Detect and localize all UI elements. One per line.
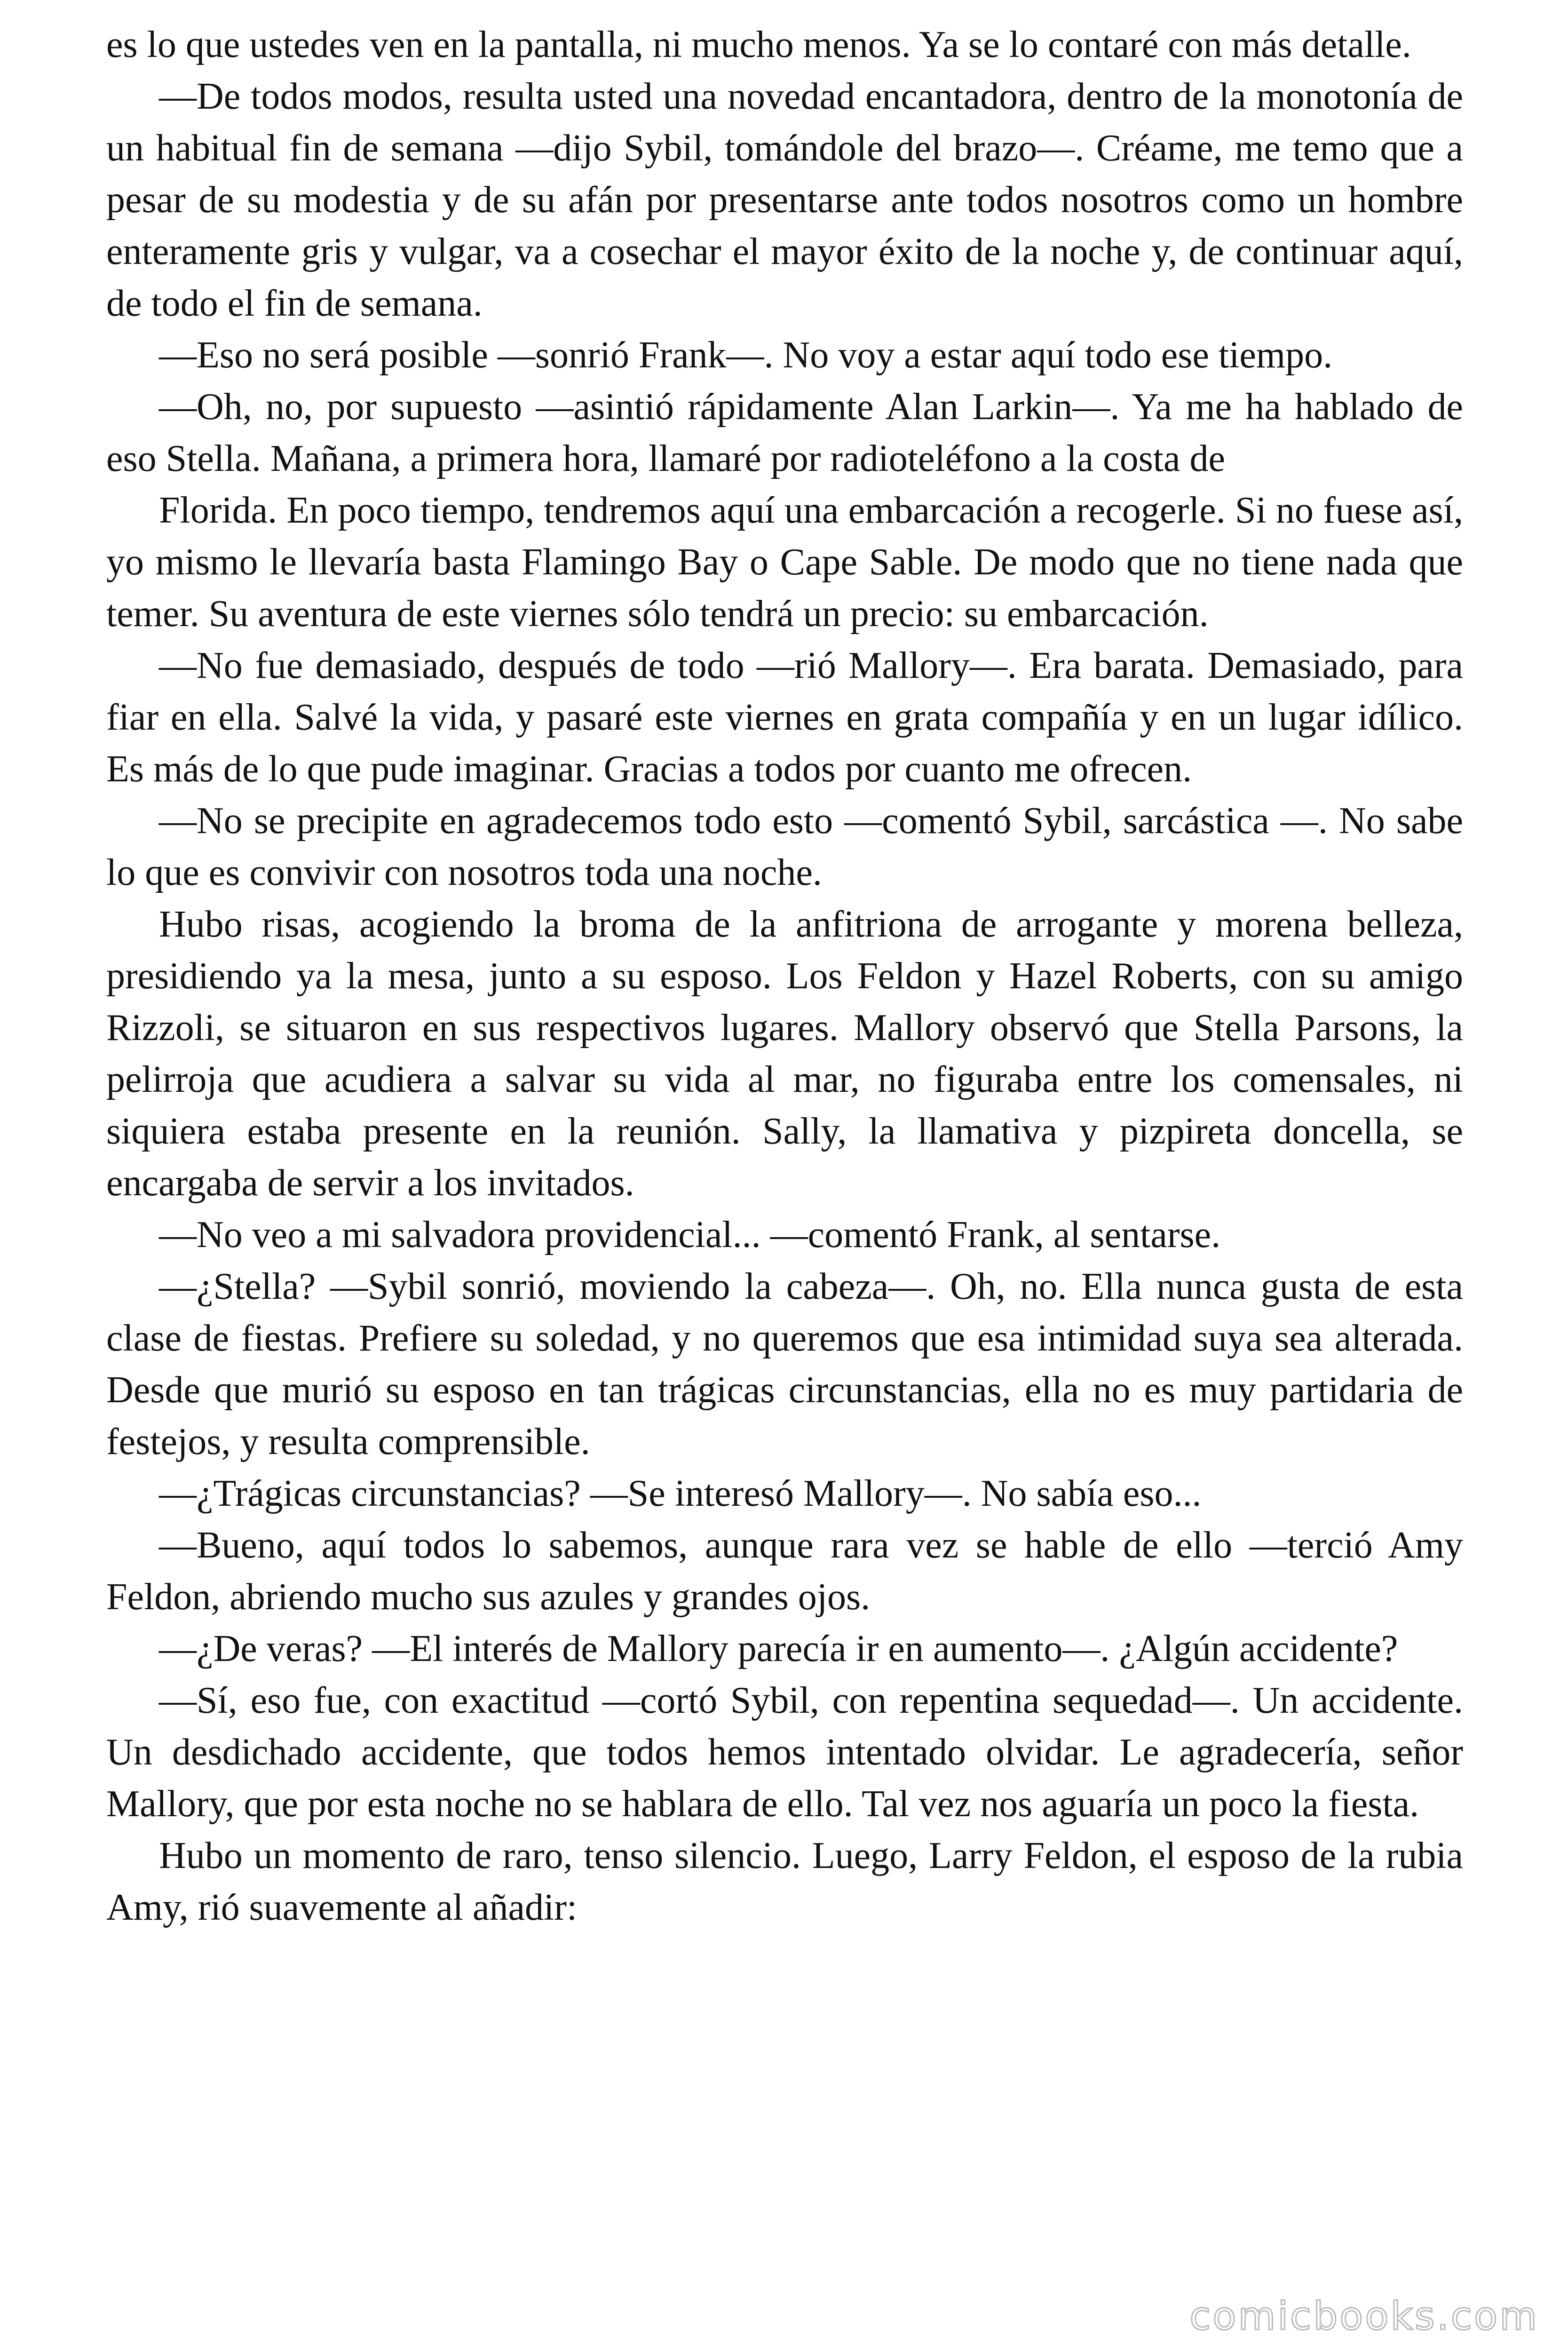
paragraph: —¿Trágicas circunstancias? —Se interesó Mallory—. No sabía eso...	[159, 1473, 1202, 1514]
paragraph: Hubo risas, acogiendo la broma de la anfitriona de arrogante y morena belleza, presidiendo ya la mesa, junto a su esposo. Los Feldon y Hazel Roberts, con su amigo Rizzoli, se situaron en sus respectivos lugares. Mallory observó que Stella Parsons, la pelirroja que acudiera a salvar su vida al mar, no figuraba entre los comensales, ni siquiera estaba presente en la reunión. Sally, la llamativa y pizpireta doncella, se encargaba de servir a los invitados.	[106, 904, 1463, 1204]
paragraph: Hubo un momento de raro, tenso silencio. Luego, Larry Feldon, el esposo de la rubia Amy, rió suavemente al añadir:	[106, 1835, 1463, 1928]
body-text	[106, 19, 1463, 1933]
paragraph: —Bueno, aquí todos lo sabemos, aunque rara vez se hable de ello —terció Amy Feldon, abriendo mucho sus azules y grandes ojos.	[106, 1525, 1463, 1618]
paragraph: —No fue demasiado, después de todo —rió Mallory—. Era barata. Demasiado, para fiar en ella. Salvé la vida, y pasaré este viernes en grata compañía y en un lugar idílico. Es más de lo que pude imaginar. Gracias a todos por cuanto me ofrecen.	[106, 645, 1463, 790]
paragraph: —No se precipite en agradecemos todo esto —comentó Sybil, sarcástica —. No sabe lo que es convivir con nosotros toda una noche.	[106, 800, 1463, 893]
watermark: comicbooks.com	[1189, 2294, 1539, 2339]
paragraph: Florida. En poco tiempo, tendremos aquí una embarcación a recogerle. Si no fuese así, yo mismo le llevaría basta Flamingo Bay o Cape Sable. De modo que no tiene nada que temer. Su aventura de este viernes sólo tendrá un precio: su embarcación.	[106, 490, 1463, 635]
paragraph: —Eso no será posible —sonrió Frank—. No voy a estar aquí todo ese tiempo.	[159, 334, 1333, 376]
paragraph: —De todos modos, resulta usted una novedad encantadora, dentro de la monotonía de un habitual fin de semana —dijo Sybil, tomándole del brazo—. Créame, me temo que a pesar de su modestia y de su afán por presentarse ante todos nosotros como un hombre enteramente gris y vulgar, va a cosechar el mayor éxito de la noche y, de continuar aquí, de todo el fin de semana.	[106, 76, 1463, 324]
paragraph: es lo que ustedes ven en la pantalla, ni mucho menos. Ya se lo contaré con más detalle.	[106, 24, 1411, 65]
paragraph: —¿De veras? —El interés de Mallory parecía ir en aumento—. ¿Algún accidente?	[159, 1628, 1398, 1669]
paragraph: —Sí, eso fue, con exactitud —cortó Sybil, con repentina sequedad—. Un accidente. Un desdichado accidente, que todos hemos intentado olvidar. Le agradecería, señor Mallory, que por esta noche no se hablara de ello. Tal vez nos aguaría un poco la fiesta.	[106, 1680, 1463, 1825]
paragraph: —¿Stella? —Sybil sonrió, moviendo la cabeza—. Oh, no. Ella nunca gusta de esta clase de fiestas. Prefiere su soledad, y no queremos que esa intimidad suya sea alterada. Desde que murió su esposo en tan trágicas circunstancias, ella no es muy partidaria de festejos, y resulta comprensible.	[106, 1266, 1463, 1462]
paragraph: —Oh, no, por supuesto —asintió rápidamente Alan Larkin—. Ya me ha hablado de eso Stella. Mañana, a primera hora, llamaré por radioteléfono a la costa de	[106, 386, 1463, 479]
paragraph: —No veo a mi salvadora providencial... —comentó Frank, al sentarse.	[159, 1214, 1221, 1255]
